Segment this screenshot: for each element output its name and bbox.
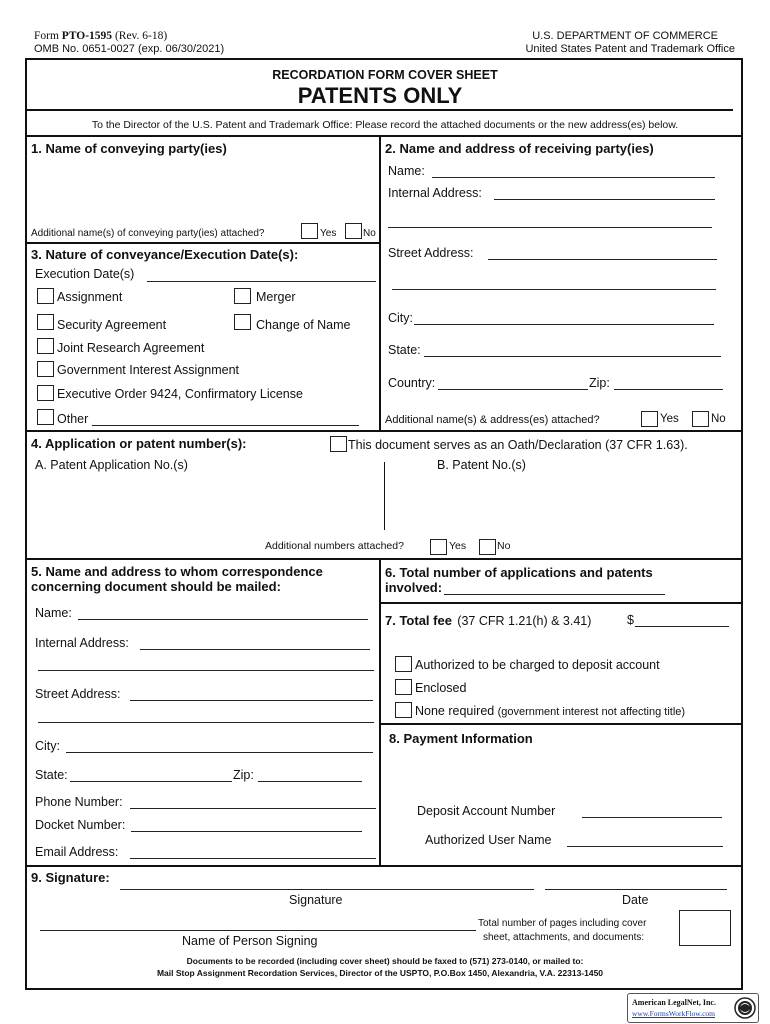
corr-zip-field[interactable] — [258, 781, 362, 782]
section-5-heading: 5. Name and address to whom correspondence — [31, 564, 323, 579]
oath-declaration-checkbox[interactable] — [330, 436, 347, 452]
receiving-country-label: Country: — [388, 376, 436, 390]
conveying-additional-no-checkbox[interactable] — [345, 223, 362, 239]
omb-number: OMB No. 0651-0027 (exp. 06/30/2021) — [34, 43, 225, 55]
other-field[interactable] — [92, 425, 359, 426]
date-field[interactable] — [545, 889, 727, 890]
section-8-heading: 8. Payment Information — [389, 731, 533, 746]
deposit-account-field[interactable] — [582, 817, 722, 818]
total-pages-label: Total number of pages including cover — [478, 918, 647, 929]
total-fee-field[interactable] — [635, 626, 729, 627]
conveying-additional-yes-checkbox[interactable] — [301, 223, 318, 239]
enclosed-checkbox[interactable] — [395, 679, 412, 695]
merger-checkbox[interactable] — [234, 288, 251, 304]
security-agreement-checkbox[interactable] — [37, 314, 54, 330]
corr-internal-label: Internal Address: — [35, 636, 129, 650]
assignment-label: Assignment — [57, 290, 123, 304]
receiving-street-field[interactable] — [488, 259, 717, 260]
conveying-additional-label: Additional name(s) of conveying party(ies) attached? — [31, 228, 265, 239]
section-3-heading: 3. Nature of conveyance/Execution Date(s): — [31, 247, 299, 262]
person-signing-label: Name of Person Signing — [182, 934, 318, 948]
signature-field[interactable] — [120, 889, 534, 890]
section-6-subheading: involved: — [385, 580, 443, 595]
total-pages-field[interactable] — [679, 910, 731, 946]
authorized-deposit-label: Authorized to be charged to deposit account — [415, 658, 660, 672]
receiving-zip-field[interactable] — [614, 389, 723, 390]
receiving-city-field[interactable] — [414, 324, 714, 325]
department-name: U.S. DEPARTMENT OF COMMERCE — [532, 30, 718, 42]
authorized-user-label: Authorized User Name — [425, 833, 552, 847]
corr-street-field[interactable] — [130, 700, 373, 701]
enclosed-label: Enclosed — [415, 681, 467, 695]
corr-street-field-2[interactable] — [38, 722, 374, 723]
receiving-name-field[interactable] — [432, 177, 715, 178]
authorized-deposit-checkbox[interactable] — [395, 656, 412, 672]
additional-numbers-yes-checkbox[interactable] — [430, 539, 447, 555]
corr-zip-label: Zip: — [233, 768, 254, 782]
person-signing-field[interactable] — [40, 930, 476, 931]
corr-docket-field[interactable] — [131, 831, 362, 832]
signature-label: Signature — [289, 893, 343, 907]
execution-date-field[interactable] — [147, 281, 376, 282]
additional-numbers-no-checkbox[interactable] — [479, 539, 496, 555]
additional-numbers-label: Additional numbers attached? — [265, 540, 404, 552]
section-2-heading: 2. Name and address of receiving party(ies) — [385, 141, 654, 156]
office-name: United States Patent and Trademark Office — [525, 43, 735, 55]
authorized-user-field[interactable] — [567, 846, 723, 847]
receiving-internal-label: Internal Address: — [388, 186, 482, 200]
footer-address: Mail Stop Assignment Recordation Services, Director of the USPTO, P.O.Box 1450, Alexandria, V.A. 22313-1450 — [156, 968, 604, 978]
total-applications-field[interactable] — [444, 594, 665, 595]
change-of-name-checkbox[interactable] — [234, 314, 251, 330]
receiving-additional-label: Additional name(s) & address(es) attached? — [385, 414, 600, 426]
footer-instruction: Documents to be recorded (including cover sheet) should be faxed to (571) 273-0140, or mailed to: — [186, 956, 584, 966]
receiving-street-label: Street Address: — [388, 246, 474, 260]
receiving-internal-field-2[interactable] — [388, 227, 712, 228]
oath-declaration-label: This document serves as an Oath/Declaration (37 CFR 1.63). — [348, 438, 688, 452]
corr-name-field[interactable] — [78, 619, 368, 620]
corr-docket-label: Docket Number: — [35, 818, 126, 832]
cover-sheet-title: RECORDATION FORM COVER SHEET — [272, 68, 498, 82]
section-1-heading: 1. Name of conveying party(ies) — [31, 141, 227, 156]
joint-research-label: Joint Research Agreement — [57, 341, 205, 355]
corr-internal-field-2[interactable] — [38, 670, 374, 671]
merger-label: Merger — [256, 290, 296, 304]
deposit-account-label: Deposit Account Number — [417, 804, 556, 818]
corr-state-label: State: — [35, 768, 68, 782]
change-of-name-label: Change of Name — [256, 318, 351, 332]
joint-research-checkbox[interactable] — [37, 338, 54, 354]
section-6-heading: 6. Total number of applications and patents — [385, 565, 653, 580]
corr-phone-label: Phone Number: — [35, 795, 123, 809]
corr-name-label: Name: — [35, 606, 72, 620]
globe-icon — [734, 997, 756, 1019]
patent-number-label: B. Patent No.(s) — [437, 458, 526, 472]
yes-label: Yes — [320, 228, 337, 239]
receiving-city-label: City: — [388, 311, 413, 325]
no-label: No — [711, 413, 726, 425]
receiving-internal-field[interactable] — [494, 199, 715, 200]
corr-street-label: Street Address: — [35, 687, 121, 701]
publisher-logo — [627, 993, 759, 1023]
section-5-subheading: concerning document should be mailed: — [31, 579, 281, 594]
total-pages-label-2: sheet, attachments, and documents: — [483, 932, 645, 943]
corr-internal-field[interactable] — [140, 649, 370, 650]
receiving-country-field[interactable] — [438, 389, 588, 390]
yes-label: Yes — [449, 540, 467, 552]
instruction-text: To the Director of the U.S. Patent and Trademark Office: Please record the attached documents or the new address(es) below. — [91, 119, 679, 131]
receiving-state-field[interactable] — [424, 356, 721, 357]
page-title: PATENTS ONLY — [297, 83, 463, 108]
corr-phone-field[interactable] — [130, 808, 376, 809]
corr-email-label: Email Address: — [35, 845, 119, 859]
assignment-checkbox[interactable] — [37, 288, 54, 304]
receiving-zip-label: Zip: — [589, 376, 610, 390]
government-interest-checkbox[interactable] — [37, 361, 54, 377]
other-checkbox[interactable] — [37, 409, 54, 425]
none-required-checkbox[interactable] — [395, 702, 412, 718]
none-required-label: None required (government interest not affecting title) — [415, 704, 686, 718]
form-number: Form PTO-1595 (Rev. 6-18) — [34, 30, 168, 42]
date-label: Date — [622, 893, 649, 907]
no-label: No — [363, 228, 376, 239]
receiving-additional-no-checkbox[interactable] — [692, 411, 709, 427]
corr-city-field[interactable] — [66, 752, 373, 753]
government-interest-label: Government Interest Assignment — [57, 363, 240, 377]
executive-order-checkbox[interactable] — [37, 385, 54, 401]
dollar-sign: $ — [627, 613, 634, 627]
receiving-additional-yes-checkbox[interactable] — [641, 411, 658, 427]
section-7-heading: 7. Total fee (37 CFR 1.21(h) & 3.41) — [385, 613, 592, 628]
patent-application-label: A. Patent Application No.(s) — [35, 458, 188, 472]
executive-order-label: Executive Order 9424, Confirmatory License — [57, 387, 303, 401]
receiving-street-field-2[interactable] — [392, 289, 716, 290]
section-9-heading: 9. Signature: — [31, 870, 110, 885]
execution-date-label: Execution Date(s) — [35, 267, 135, 281]
other-label: Other — [57, 412, 89, 426]
yes-label: Yes — [660, 413, 679, 425]
corr-city-label: City: — [35, 739, 60, 753]
security-agreement-label: Security Agreement — [57, 318, 167, 332]
publisher-name: American LegalNet, Inc. — [632, 998, 716, 1007]
receiving-state-label: State: — [388, 343, 421, 357]
receiving-name-label: Name: — [388, 164, 425, 178]
publisher-url[interactable]: www.FormsWorkFlow.com — [632, 1009, 716, 1018]
corr-email-field[interactable] — [130, 858, 376, 859]
no-label: No — [497, 540, 511, 552]
section-4-heading: 4. Application or patent number(s): — [31, 436, 247, 451]
corr-state-field[interactable] — [70, 781, 232, 782]
